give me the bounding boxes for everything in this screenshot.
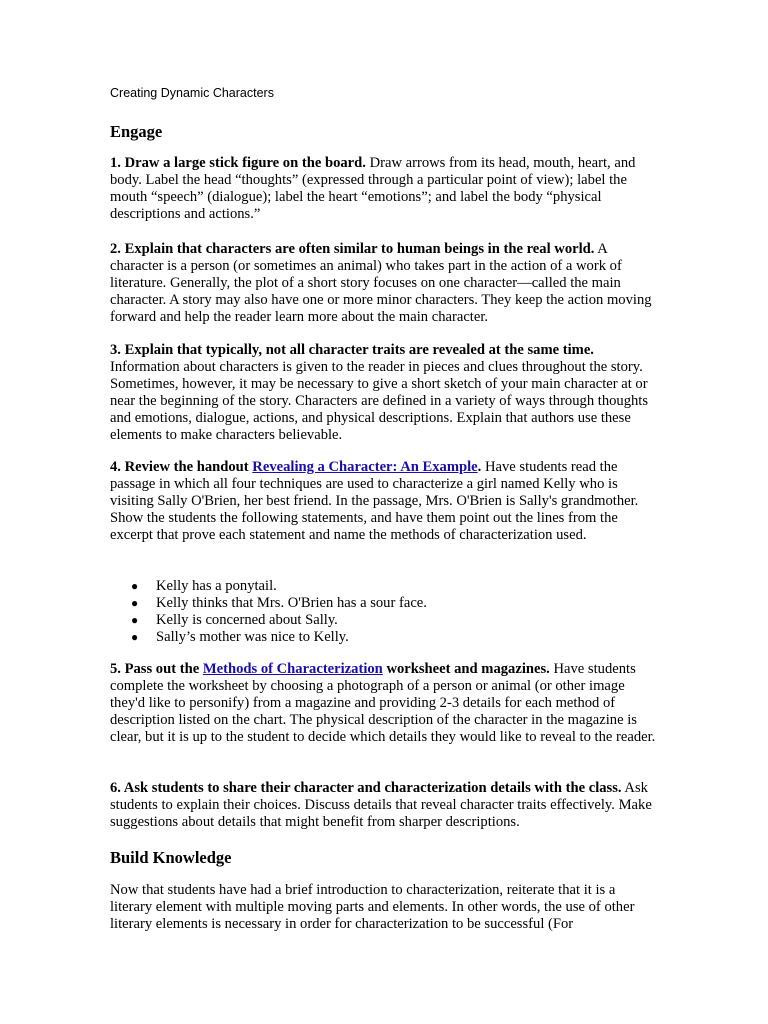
step-2-paragraph: [110, 241, 660, 326]
step-4-text: Have students read the passage in which all four techniques are used to characterize a girl named Kelly who is visiting Sally O'Brien, her best friend. In the passage, Mrs. O'Brien is Sally's grandmother. Show the students the following statements, and have them point out the lines from the excerpt that prove each statement and name the methods of characterization used.: [110, 459, 639, 543]
section-heading-build-knowledge: Build Knowledge: [110, 848, 232, 867]
step-3-lead: 3. Explain that typically, not all character traits are revealed at the same time.: [110, 342, 594, 358]
step-5-lead-end: worksheet and magazines.: [382, 661, 550, 677]
step-4-lead: 4. Review the handout: [110, 459, 253, 475]
list-item: ● Kelly is concerned about Sally.: [131, 611, 338, 628]
step-1-lead: 1. Draw a large stick figure on the board.: [110, 155, 366, 171]
step-6-text: Ask students to explain their choices. Discuss details that reveal character traits effectively. Make suggestions about details that might benefit from sharper descriptions.: [110, 780, 652, 830]
step-3-text: Information about characters is given to the reader in pieces and clues throughout the story. Sometimes, however, it may be necessary to give a short sketch of your main character at or near the beginning of the story. Characters are defined in a variety of ways through thoughts and emotions, dialogue, actions, and physical descriptions. Explain that authors use these elements to make characters believable.: [110, 358, 649, 443]
build-knowledge-paragraph: [110, 882, 660, 933]
step-5-lead: 5. Pass out the: [110, 661, 203, 677]
methods-of-characterization-link[interactable]: Methods of Characterization: [202, 661, 383, 677]
bullet-icon: ●: [131, 612, 139, 627]
list-item: ● Sally’s mother was nice to Kelly.: [131, 628, 349, 645]
bullet-icon: ●: [131, 629, 139, 644]
step-5-text: Have students complete the worksheet by choosing a photograph of a person or animal (or other image they'd like to personify) from a magazine and providing 2-3 details for each method of description listed on the chart. The physical description of the character in the magazine is clear, but it is up to the student to decide which details they would like to reveal to the reader.: [110, 661, 656, 745]
step-4-lead-end: .: [477, 459, 482, 475]
list-item: ● Kelly thinks that Mrs. O'Brien has a sour face.: [131, 594, 427, 611]
step-5-paragraph: [110, 661, 660, 746]
bullet-icon: ●: [131, 579, 139, 593]
step-6-lead: 6. Ask students to share their character and characterization details with the class.: [110, 780, 622, 796]
step-2-text: A character is a person (or sometimes an animal) who takes part in the action of a work of literature. Generally, the plot of a short story focuses on one character—called the main character. A story may also have one or more minor characters. They keep the action moving forward and help the reader learn more about the main character.: [110, 241, 652, 325]
list-item: ● Kelly has a ponytail.: [131, 578, 277, 594]
section-heading-engage: Engage: [110, 122, 163, 141]
revealing-a-character-link[interactable]: Revealing a Character: An Example: [252, 459, 478, 475]
bullet-icon: ●: [131, 595, 139, 610]
build-knowledge-text: Now that students have had a brief introduction to characterization, reiterate that it is a literary element with multiple moving parts and elements. In other words, the use of other literary elements is necessary in order for characterization to be successful (For: [110, 882, 635, 932]
step-1-paragraph: [110, 155, 660, 223]
step-1-text: Draw arrows from its head, mouth, heart, and body. Label the head “thoughts” (expressed through a particular point of view); label the mouth “speech” (dialogue); label the heart “emotions”; and label the body “physical descriptions and actions.”: [110, 155, 636, 222]
statement-list: [110, 578, 660, 646]
step-4-paragraph: [110, 459, 660, 544]
step-2-lead: 2. Explain that characters are often similar to human beings in the real world.: [110, 241, 595, 257]
document-title: Creating Dynamic Characters: [110, 86, 274, 100]
step-6-paragraph: [110, 780, 660, 831]
step-3-paragraph: [110, 342, 660, 443]
